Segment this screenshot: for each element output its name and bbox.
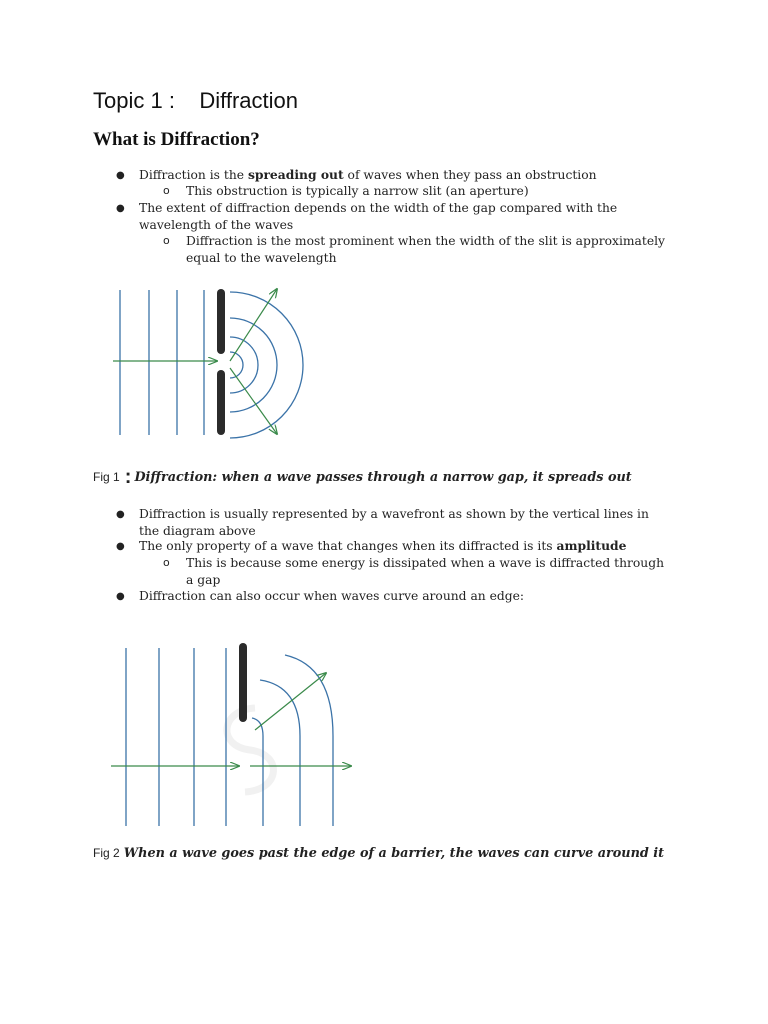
curving-wavefronts — [252, 655, 333, 826]
incident-wavefronts — [126, 648, 226, 826]
figure-caption-1: Fig 1 : Diffraction: when a wave passes through a narrow gap, it spreads out — [93, 466, 632, 488]
direction-arrows — [113, 289, 277, 434]
incident-wavefronts — [120, 290, 204, 435]
list-item: Diffraction is usually represented by a wavefront as shown by the vertical lines in the diagram above — [139, 507, 649, 538]
diffracted-wavefronts — [230, 292, 303, 438]
sub-bullet-marker: o — [163, 234, 170, 247]
list-subitem: This is because some energy is dissipated when a wave is diffracted through a gap — [186, 556, 664, 587]
bullet-marker: ● — [116, 509, 125, 520]
page-title: Topic 1 : Diffraction — [93, 88, 299, 113]
list-item: Diffraction is the spreading out of waves when they pass an obstruction — [139, 167, 597, 182]
list-item: Diffraction can also occur when waves curve around an edge: — [139, 589, 525, 603]
list-subitem: Diffraction is the most prominent when the width of the slit is approximately equal to the wavelength — [186, 234, 665, 265]
bullet-marker: ● — [116, 541, 125, 552]
sub-bullet-marker: o — [163, 184, 170, 197]
fig1-diffraction-diagram — [105, 282, 320, 447]
bullet-marker: ● — [116, 170, 125, 181]
list-item: The extent of diffraction depends on the width of the gap compared with the wavelength of the waves — [139, 201, 618, 232]
fig2-edge-diffraction-diagram — [105, 638, 360, 838]
list-subitem: This obstruction is typically a narrow slit (an aperture) — [186, 184, 529, 198]
bullet-marker: ● — [116, 591, 125, 602]
section-heading: What is Diffraction? — [93, 129, 260, 150]
list-item: The only property of a wave that changes when its diffracted is its amplitude — [139, 538, 627, 553]
bullet-marker: ● — [116, 203, 125, 214]
sub-bullet-marker: o — [163, 556, 170, 569]
figure-caption-2: Fig 2 When a wave goes past the edge of a barrier, the waves can curve around it — [93, 846, 665, 861]
